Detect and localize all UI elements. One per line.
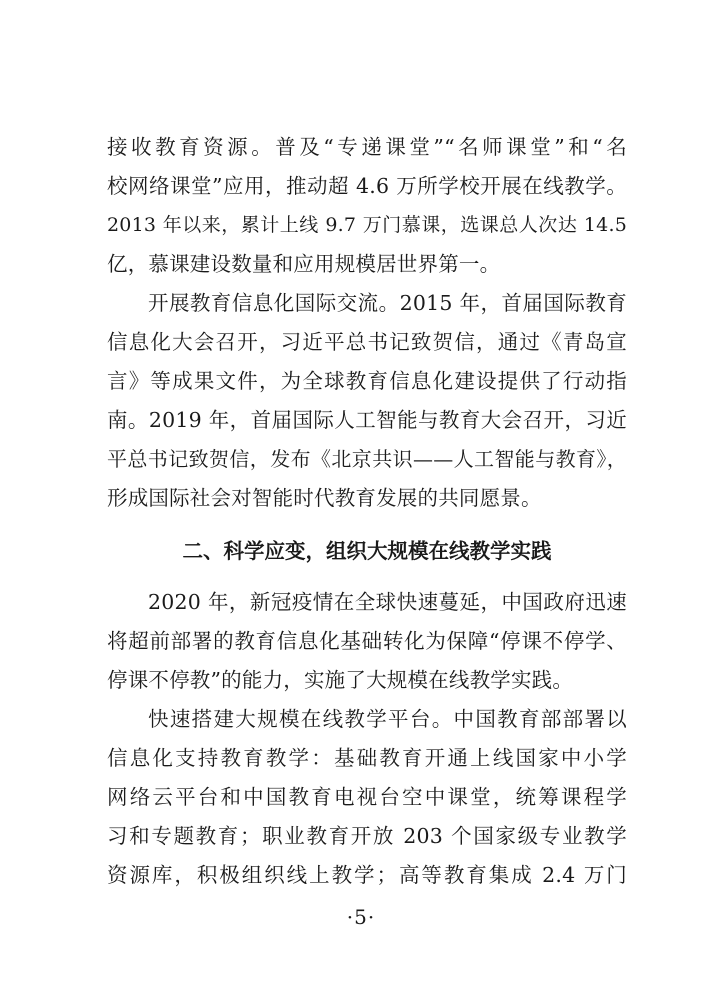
text-line: 停课不停教”的能力，实施了大规模在线教学实践。 <box>107 668 574 692</box>
text-line: 校网络课堂”应用，推动超 4.6 万所学校开展在线教学。 <box>107 174 627 198</box>
text-line: 平总书记致贺信，发布《北京共识——人工智能与教育》， <box>107 447 627 471</box>
text-line: 开展教育信息化国际交流。2015 年，首届国际教育 <box>148 291 627 315</box>
text-line: 言》等成果文件，为全球教育信息化建设提供了行动指 <box>107 369 627 393</box>
page-number: ·5· <box>346 905 376 929</box>
body-text <box>107 128 627 895</box>
paragraph-international-exchange <box>107 284 627 518</box>
text-line: 2013 年以来，累计上线 9.7 万门慕课，选课总人次达 14.5 <box>107 214 627 236</box>
paragraph-continuation <box>107 128 627 284</box>
section-heading: 二、科学应变，组织大规模在线教学实践 <box>182 539 552 563</box>
text-line: 资源库，积极组织线上教学；高等教育集成 2.4 万门 <box>107 863 627 887</box>
text-line: 2020 年，新冠疫情在全球快速蔓延，中国政府迅速 <box>148 590 627 614</box>
paragraph-online-platform <box>107 700 627 895</box>
paragraph-pandemic-response <box>107 583 627 700</box>
text-line: 网络云平台和中国教育电视台空中课堂，统筹课程学 <box>107 785 627 809</box>
text-line: 习和专题教育；职业教育开放 203 个国家级专业教学 <box>107 824 627 848</box>
text-line: 接收教育资源。普及“专递课堂”“名师课堂”和“名 <box>107 135 627 159</box>
text-line: 信息化支持教育教学：基础教育开通上线国家中小学 <box>107 746 627 770</box>
text-line: 形成国际社会对智能时代教育发展的共同愿景。 <box>107 486 542 510</box>
text-line: 亿，慕课建设数量和应用规模居世界第一。 <box>107 252 501 276</box>
text-line: 快速搭建大规模在线教学平台。中国教育部部署以 <box>148 707 627 731</box>
text-line: 信息化大会召开，习近平总书记致贺信，通过《青岛宣 <box>107 330 627 354</box>
text-line: 将超前部署的教育信息化基础转化为保障“停课不停学、 <box>107 629 627 653</box>
text-line: 南。2019 年，首届国际人工智能与教育大会召开，习近 <box>107 408 627 432</box>
